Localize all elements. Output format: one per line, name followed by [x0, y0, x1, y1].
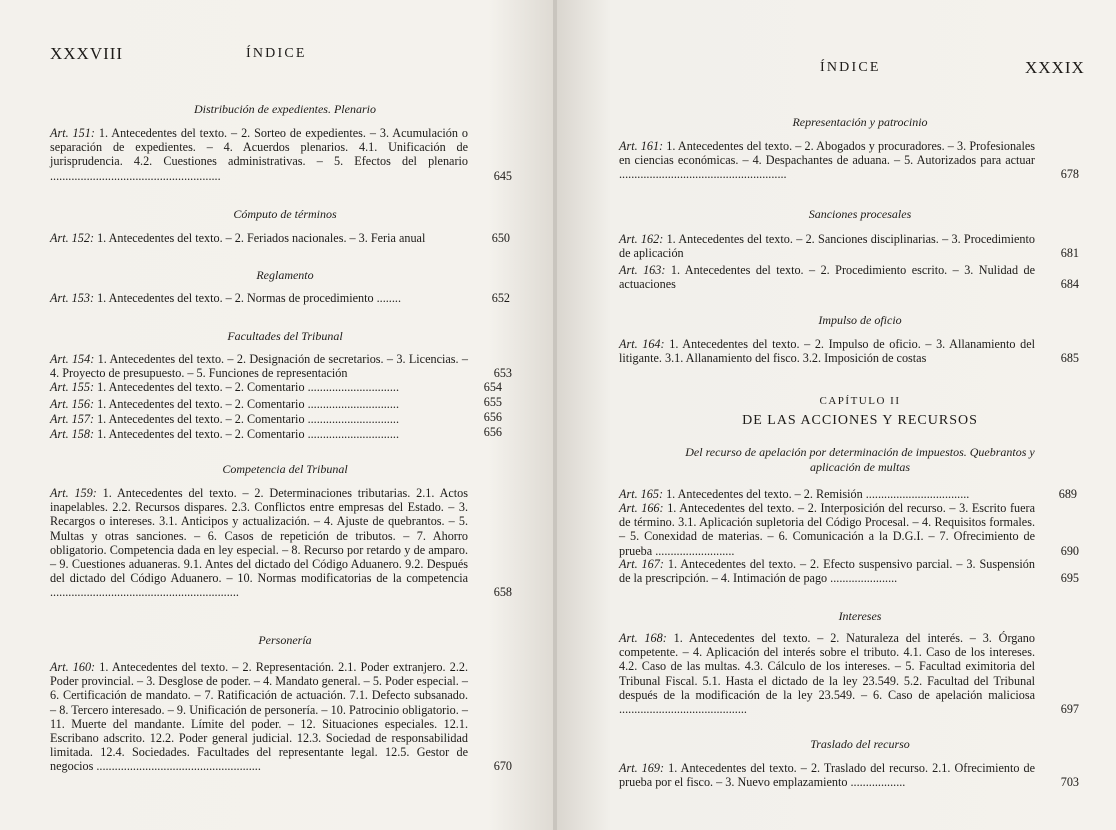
entry-page: 685	[1060, 351, 1079, 366]
article-label: Art. 158:	[50, 427, 95, 441]
index-entry	[619, 232, 1079, 261]
entry-text: 1. Antecedentes del texto. – 2. Comentario ..............................	[97, 412, 399, 426]
section-heading: Distribución de expedientes. Plenario	[194, 102, 376, 116]
index-entry	[50, 380, 399, 394]
right-running-title: ÍNDICE	[820, 60, 881, 75]
entry-text: 1. Antecedentes del texto. – 2. Traslado del recurso. 2.1. Ofrecimiento de prueba por el fisco. – 3. Nuevo emplazamiento ..................	[619, 761, 1036, 790]
section-heading: Cómputo de términos	[233, 207, 337, 221]
article-label: Art. 154:	[50, 352, 95, 366]
article-label: Art. 167:	[619, 557, 664, 571]
left-running-title: ÍNDICE	[246, 46, 307, 61]
article-label: Art. 162:	[619, 232, 664, 246]
index-entry	[619, 487, 969, 501]
article-label: Art. 153:	[50, 291, 95, 305]
article-label: Art. 160:	[50, 660, 96, 674]
article-label: Art. 168:	[619, 631, 667, 645]
index-entry	[619, 761, 1079, 790]
index-entry	[50, 397, 399, 411]
entry-page: 656	[483, 425, 502, 439]
entry-page: 658	[493, 585, 512, 600]
index-entry	[619, 337, 1079, 366]
entry-text: 1. Antecedentes del texto. – 2. Naturaleza del interés. – 3. Órgano competente. – 4. Aplicación del interés sobre el tributo. 4.1. Caso de los intereses. 4.2. Caso de las multas. 4.3. Cálculo de los intereses. – 5. Facultad eximitoria del Tribunal Fiscal. 5.1. Hasta el dictado de la ley 23.549. 5.2. Facultad del Tribunal después de la modificación de la ley 23.549. – 6. Caso de apelación maliciosa ..........................................	[619, 631, 1035, 717]
entry-text: 1. Antecedentes del texto. – 2. Comentario ..............................	[97, 397, 399, 411]
entry-page: 653	[493, 366, 512, 381]
index-entry	[50, 660, 512, 774]
chapter-title: DE LAS ACCIONES Y RECURSOS	[742, 413, 978, 428]
index-entry	[619, 263, 1079, 292]
entry-page: 689	[1058, 487, 1077, 501]
entry-text: 1. Antecedentes del texto. – 2. Sanciones disciplinarias. – 3. Procedimiento de aplicación	[619, 232, 1035, 261]
article-label: Art. 155:	[50, 380, 95, 394]
section-heading: Traslado del recurso	[810, 737, 910, 751]
section-heading: Sanciones procesales	[808, 207, 912, 221]
entry-text: 1. Antecedentes del texto. – 2. Feriados nacionales. – 3. Feria anual	[97, 231, 426, 245]
section-heading: Del recurso de apelación por determinación de impuestos. Quebrantos y aplicación de multas	[685, 445, 1035, 474]
article-label: Art. 166:	[619, 501, 664, 515]
entry-page: 670	[493, 759, 512, 774]
index-entry	[50, 352, 512, 381]
entry-page: 654	[483, 380, 502, 394]
article-label: Art. 156:	[50, 397, 95, 411]
article-label: Art. 161:	[619, 139, 664, 153]
entry-text: 1. Antecedentes del texto. – 2. Determinaciones tributarias. 2.1. Actos inapelables. 2.2. Recursos dispares. 2.3. Conflictos entre empresas del Estado. – 3. Recargos o intereses. 3.1. Anticipos y actualización. – 4. Ajuste de quebrantos. – 5. Multas y otras sanciones. – 6. Casos de repetición de tributos. – 7. Ahorro obligatorio. Competencia dada en ley especial. – 8. Recurso por retardo y de amparo. – 9. Cuestiones aduaneras. 9.1. Antes del dictado del Código Aduanero. 9.2. Después del dictado del Código Aduanero. – 10. Normas modificatorias de la competencia ..............................................................	[50, 486, 468, 600]
section-heading: Facultades del Tribunal	[227, 329, 343, 343]
section-heading: Representación y patrocinio	[792, 115, 928, 129]
chapter-label: CAPÍTULO II	[819, 395, 901, 407]
entry-text: 1. Antecedentes del texto. – 2. Representación. 2.1. Poder extranjero. 2.2. Poder provincial. – 3. Desglose de poder. – 4. Mandato general. – 5. Poder especial. – 6. Certificación de mandato. – 7. Ratificación de actuación. 7.1. Defecto subsanado. – 8. Tercero interesado. – 9. Unificación de personería. – 10. Patrocinio obligatorio. – 11. Muerte del mandante. Límite del poder. – 12. Situaciones especiales. 12.1. Escribano adscrito. 12.2. Poder general judicial. 12.3. Sociedad de responsabilidad limitada. 12.4. Sociedades. Facultades del representante legal. 12.5. Gestor de negocios ......................................................	[50, 660, 469, 774]
index-entry	[50, 231, 425, 245]
index-entry	[50, 486, 512, 600]
index-entry	[50, 126, 512, 183]
entry-text: 1. Antecedentes del texto. – 2. Impulso de oficio. – 3. Allanamiento del litigante. 3.1. Allanamiento del fisco. 3.2. Imposición de costas	[619, 337, 1036, 366]
article-label: Art. 163:	[619, 263, 666, 277]
section-heading: Competencia del Tribunal	[222, 462, 348, 476]
entry-page: 652	[491, 291, 510, 305]
entry-text: 1. Antecedentes del texto. – 2. Efecto suspensivo parcial. – 3. Suspensión de la prescripción. – 4. Intimación de pago ......................	[619, 557, 1035, 586]
entry-page: 681	[1060, 246, 1079, 261]
entry-page: 645	[493, 168, 512, 183]
article-label: Art. 151:	[50, 126, 95, 140]
section-heading: Intereses	[838, 609, 882, 623]
entry-text: 1. Antecedentes del texto. – 2. Remisión ..................................	[666, 487, 970, 501]
section-heading: Personería	[258, 633, 312, 647]
index-entry	[619, 139, 1079, 182]
entry-page: 656	[483, 410, 502, 424]
entry-page: 678	[1060, 167, 1079, 182]
entry-page: 655	[483, 395, 502, 409]
entry-page: 703	[1060, 775, 1079, 790]
entry-text: 1. Antecedentes del texto. – 2. Interposición del recurso. – 3. Escrito fuera de término. 3.1. Aplicación supletoria del Código Procesal. – 4. Requisitos formales. – 5. Conexidad de materias. – 6. Comunicación a la D.G.I. – 7. Ofrecimiento de prueba ..........................	[619, 501, 1036, 558]
entry-page: 695	[1060, 571, 1079, 586]
entry-page: 650	[491, 231, 510, 245]
article-label: Art. 152:	[50, 231, 95, 245]
entry-page: 684	[1060, 277, 1079, 292]
entry-text: 1. Antecedentes del texto. – 2. Sorteo de expedientes. – 3. Acumulación o separación de expedientes. – 4. Acuerdos plenarios. 4.1. Unificación de jurisprudencia. 4.2. Cuestiones administrativas. – 5. Efectos del plenario ........................................................	[50, 126, 468, 183]
index-entry	[619, 557, 1079, 586]
right-page-number: XXXIX	[1025, 58, 1085, 77]
entry-text: 1. Antecedentes del texto. – 2. Procedimiento escrito. – 3. Nulidad de actuaciones	[619, 263, 1036, 292]
index-entry	[619, 631, 1079, 717]
right-page	[555, 0, 1116, 830]
entry-text: 1. Antecedentes del texto. – 2. Comentario ..............................	[97, 380, 399, 394]
article-label: Art. 165:	[619, 487, 664, 501]
book-gutter	[553, 0, 557, 830]
left-page-number: XXXVIII	[50, 44, 124, 63]
article-label: Art. 159:	[50, 486, 97, 500]
article-label: Art. 169:	[619, 761, 665, 775]
index-entry	[50, 412, 399, 426]
entry-page: 690	[1060, 543, 1079, 558]
entry-text: 1. Antecedentes del texto. – 2. Abogados y procuradores. – 3. Profesionales en ciencias económicas. – 4. Despachantes de aduana. – 5. Autorizados para actuar .......................................................	[619, 139, 1036, 182]
index-entry	[50, 427, 399, 441]
entry-text: 1. Antecedentes del texto. – 2. Normas de procedimiento ........	[97, 291, 401, 305]
entry-page: 697	[1060, 702, 1079, 717]
article-label: Art. 157:	[50, 412, 95, 426]
entry-text: 1. Antecedentes del texto. – 2. Designación de secretarios. – 3. Licencias. – 4. Proyecto de presupuesto. – 5. Funciones de representación	[50, 352, 469, 381]
section-heading: Reglamento	[256, 268, 314, 282]
article-label: Art. 164:	[619, 337, 665, 351]
entry-text: 1. Antecedentes del texto. – 2. Comentario ..............................	[97, 427, 399, 441]
section-heading: Impulso de oficio	[818, 313, 902, 327]
left-page	[0, 0, 555, 830]
index-entry	[50, 291, 401, 305]
index-entry	[619, 501, 1079, 558]
